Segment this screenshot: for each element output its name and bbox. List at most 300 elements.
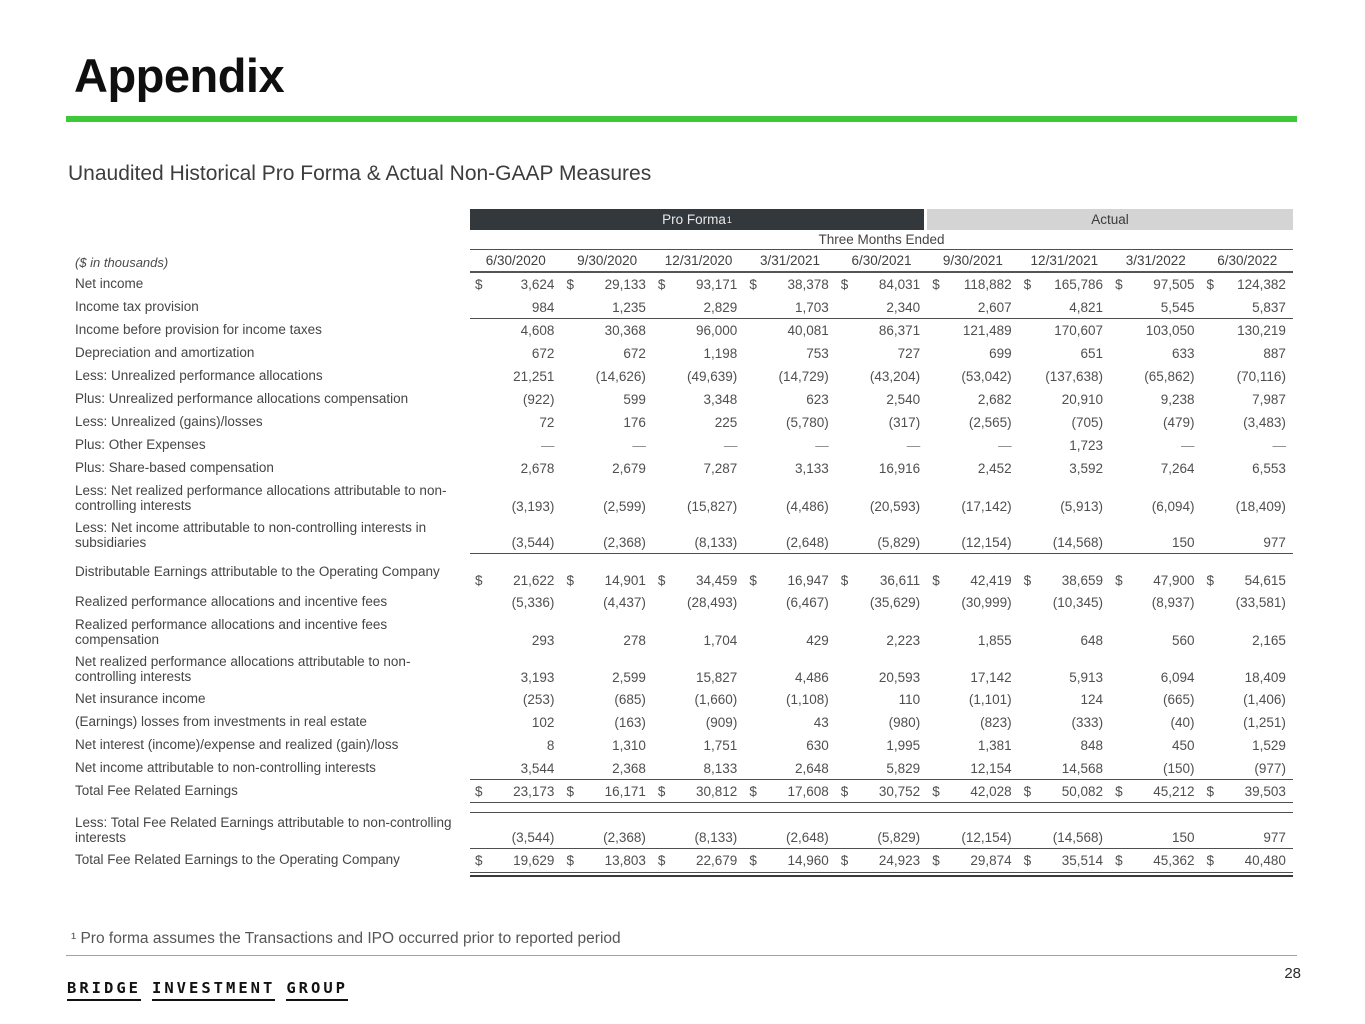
cell-value: (137,638)	[1045, 369, 1104, 384]
row-label: Income tax provision	[75, 299, 199, 315]
cell-value: 16,916	[878, 461, 921, 476]
cell-value: —	[1272, 438, 1286, 453]
cell-value: 699	[989, 346, 1012, 361]
currency-symbol: $	[1115, 783, 1123, 799]
row-label: Net interest (income)/expense and realized (gain)/loss	[75, 737, 399, 753]
currency-symbol: $	[566, 783, 574, 799]
value-cell	[1019, 692, 1110, 707]
cell-value: (14,568)	[1052, 535, 1104, 550]
value-cell	[836, 573, 927, 588]
logo-word: BRIDGE	[67, 979, 141, 1001]
page-title: Appendix	[74, 49, 285, 102]
currency-symbol: $	[932, 853, 940, 868]
cell-value: 8	[546, 738, 555, 753]
value-cell	[561, 392, 652, 407]
value-cell	[470, 715, 561, 730]
value-cell	[653, 438, 744, 453]
row-label: (Earnings) losses from investments in real estate	[75, 714, 367, 730]
row-label: Less: Unrealized performance allocations	[75, 368, 323, 384]
nongaap-table	[75, 209, 1293, 877]
value-cell	[744, 277, 835, 292]
cell-value: (2,565)	[968, 415, 1012, 430]
cell-value: 18,409	[1244, 670, 1286, 685]
value-cell	[1110, 573, 1201, 588]
value-cell	[744, 830, 835, 845]
cell-value: (317)	[888, 415, 921, 430]
value-cell	[561, 499, 652, 514]
value-cell	[1019, 369, 1110, 384]
row-values	[470, 614, 1293, 651]
value-cell	[927, 415, 1018, 430]
cell-value: (14,568)	[1052, 830, 1104, 845]
currency-symbol: $	[1023, 573, 1032, 588]
cell-value: 42,419	[970, 573, 1012, 588]
column-header-row	[75, 250, 1293, 273]
title-accent-rule	[66, 116, 1297, 122]
value-cell	[561, 738, 652, 753]
cell-value: 124	[1080, 692, 1104, 707]
value-cell	[744, 300, 835, 315]
value-cell	[744, 346, 835, 361]
cell-value: 1,855	[977, 633, 1012, 648]
cell-value: (10,345)	[1052, 595, 1104, 610]
value-cell	[653, 692, 744, 707]
value-cell	[927, 461, 1018, 476]
value-cell	[836, 277, 927, 292]
row-values	[470, 849, 1293, 872]
value-cell	[836, 784, 927, 799]
table-row	[75, 734, 1293, 757]
column-header: 6/30/2020	[485, 253, 546, 268]
cell-value: 4,486	[794, 670, 829, 685]
cell-value: (922)	[522, 392, 555, 407]
currency-symbol: $	[749, 783, 757, 799]
cell-value: 14,901	[604, 573, 646, 588]
value-cell	[836, 715, 927, 730]
cell-value: (8,133)	[694, 830, 738, 845]
cell-value: 1,198	[703, 346, 738, 361]
value-cell	[927, 573, 1018, 588]
value-cell	[653, 784, 744, 799]
value-cell	[836, 670, 927, 685]
cell-value: 2,452	[977, 461, 1012, 476]
value-cell	[927, 535, 1018, 550]
cell-value: 651	[1080, 346, 1104, 361]
value-cell	[1019, 438, 1110, 453]
value-cell	[1110, 853, 1201, 868]
cell-value: 8,133	[703, 760, 738, 776]
table-row	[75, 812, 1293, 849]
cell-value: 23,173	[513, 783, 555, 799]
currency-symbol: $	[657, 853, 666, 868]
value-cell	[653, 830, 744, 845]
value-cell	[470, 300, 561, 315]
value-cell	[744, 595, 835, 610]
value-cell	[470, 830, 561, 845]
cell-value: 124,382	[1237, 277, 1286, 292]
value-cell	[1019, 535, 1110, 550]
cell-value: 848	[1080, 738, 1104, 753]
row-label: Income before provision for income taxes	[75, 322, 322, 338]
currency-symbol: $	[840, 783, 849, 799]
cell-value: 15,827	[696, 670, 738, 685]
value-cell	[470, 499, 561, 514]
value-cell	[927, 738, 1018, 753]
cell-value: (4,486)	[785, 499, 829, 514]
cell-value: (1,406)	[1243, 692, 1286, 707]
value-cell	[1202, 761, 1293, 776]
cell-value: 102	[531, 715, 555, 730]
currency-symbol: $	[566, 277, 574, 292]
table-row	[75, 591, 1293, 614]
value-cell	[561, 784, 652, 799]
value-cell	[927, 692, 1018, 707]
value-cell	[1110, 830, 1201, 845]
value-cell	[561, 715, 652, 730]
cell-value: 7,987	[1252, 392, 1286, 407]
value-cell	[1110, 738, 1201, 753]
value-cell	[1110, 761, 1201, 776]
value-cell	[744, 761, 835, 776]
cell-value: 20,910	[1061, 392, 1104, 407]
cell-value: 5,545	[1160, 299, 1195, 315]
cell-value: 293	[531, 633, 555, 648]
cell-value: 22,679	[696, 853, 738, 868]
currency-symbol: $	[657, 783, 666, 799]
cell-value: 30,368	[604, 323, 646, 338]
cell-value: (163)	[614, 715, 646, 730]
value-cell	[561, 573, 652, 588]
value-cell	[1202, 415, 1293, 430]
cell-value: (53,042)	[961, 369, 1012, 384]
cell-value: (705)	[1071, 415, 1104, 430]
value-cell	[744, 369, 835, 384]
row-label: Total Fee Related Earnings	[75, 783, 238, 799]
period-header: Three Months Ended	[470, 230, 1293, 250]
cell-value: 150	[1171, 830, 1195, 845]
value-cell	[653, 715, 744, 730]
cell-value: 4,608	[520, 323, 555, 338]
table-row	[75, 296, 1293, 319]
value-cell	[1110, 499, 1201, 514]
cell-value: —	[723, 438, 738, 453]
value-cell	[1019, 715, 1110, 730]
date-columns	[470, 250, 1293, 273]
row-values	[470, 296, 1293, 319]
cell-value: 3,193	[520, 670, 555, 685]
cell-value: 2,648	[794, 760, 829, 776]
row-values	[470, 517, 1293, 554]
cell-value: 278	[623, 633, 646, 648]
value-cell	[1110, 277, 1201, 292]
value-cell	[927, 323, 1018, 338]
cell-value: 96,000	[696, 323, 738, 338]
table-row	[75, 711, 1293, 734]
table-body	[75, 273, 1293, 877]
cell-value: (15,827)	[687, 499, 738, 514]
cell-value: 3,624	[520, 277, 555, 292]
value-cell	[1202, 499, 1293, 514]
currency-symbol: $	[1115, 853, 1123, 868]
row-values	[470, 342, 1293, 365]
cell-value: 672	[531, 346, 555, 361]
cell-value: 5,913	[1069, 670, 1104, 685]
value-cell	[1202, 670, 1293, 685]
value-cell	[927, 438, 1018, 453]
cell-value: 1,381	[977, 738, 1012, 753]
row-values	[470, 780, 1293, 803]
table-row	[75, 849, 1293, 872]
currency-symbol: $	[840, 573, 849, 588]
cell-value: 39,503	[1244, 783, 1286, 799]
value-cell	[1110, 670, 1201, 685]
row-values	[470, 480, 1293, 517]
cell-value: 3,348	[703, 392, 738, 407]
cell-value: (1,660)	[694, 692, 738, 707]
cell-value: (665)	[1162, 692, 1195, 707]
value-cell	[1202, 438, 1293, 453]
footer-rule	[66, 955, 1297, 956]
value-cell	[927, 670, 1018, 685]
row-label: Less: Unrealized (gains)/losses	[75, 414, 263, 430]
cell-value: 42,028	[970, 783, 1012, 799]
row-label: Net realized performance allocations attributable to non-controlling interests	[75, 654, 411, 684]
cell-value: —	[815, 438, 829, 453]
value-cell	[561, 670, 652, 685]
currency-symbol: $	[1023, 783, 1032, 799]
cell-value: (17,142)	[961, 499, 1012, 514]
value-cell	[561, 415, 652, 430]
cell-value: (40)	[1170, 715, 1195, 730]
value-cell	[470, 415, 561, 430]
cell-value: 977	[1263, 830, 1286, 845]
cell-value: (14,729)	[778, 369, 829, 384]
row-values	[470, 812, 1293, 849]
table-row	[75, 273, 1293, 296]
value-cell	[561, 633, 652, 648]
value-cell	[836, 692, 927, 707]
cell-value: 727	[897, 346, 921, 361]
value-cell	[1202, 830, 1293, 845]
cell-value: 38,378	[787, 277, 829, 292]
row-values	[470, 711, 1293, 734]
currency-symbol: $	[1115, 277, 1123, 292]
row-values	[470, 734, 1293, 757]
cell-value: 38,659	[1061, 573, 1104, 588]
table-row	[75, 411, 1293, 434]
cell-value: 45,362	[1153, 853, 1195, 868]
value-cell	[1202, 738, 1293, 753]
row-label: Net income attributable to non-controlling interests	[75, 760, 376, 776]
table-row	[75, 614, 1293, 651]
value-cell	[1110, 633, 1201, 648]
value-cell	[1202, 369, 1293, 384]
value-cell	[470, 277, 561, 292]
row-label: Less: Net realized performance allocations attributable to non-controlling interests	[75, 483, 447, 513]
column-header: 3/31/2022	[1125, 253, 1186, 268]
value-cell	[653, 392, 744, 407]
value-cell	[1019, 670, 1110, 685]
cell-value: (977)	[1254, 760, 1286, 776]
row-label: Total Fee Related Earnings to the Operating Company	[75, 852, 400, 868]
row-values	[470, 411, 1293, 434]
table-row	[75, 434, 1293, 457]
double-total-rule	[470, 872, 1293, 877]
cell-value: 40,081	[787, 323, 829, 338]
cell-value: (49,639)	[687, 369, 738, 384]
value-cell	[836, 761, 927, 776]
value-cell	[744, 784, 835, 799]
cell-value: 14,960	[787, 853, 829, 868]
cell-value: 93,171	[696, 277, 738, 292]
row-values	[470, 688, 1293, 711]
cell-value: 2,682	[977, 392, 1012, 407]
value-cell	[653, 461, 744, 476]
cell-value: (12,154)	[961, 535, 1012, 550]
column-header: 3/31/2021	[760, 253, 821, 268]
value-cell	[561, 761, 652, 776]
currency-symbol: $	[475, 853, 483, 868]
cell-value: (35,629)	[869, 595, 921, 610]
cell-value: —	[1181, 438, 1195, 453]
value-cell	[1019, 415, 1110, 430]
cell-value: 54,615	[1244, 573, 1286, 588]
value-cell	[927, 761, 1018, 776]
cell-value: 3,544	[520, 760, 555, 776]
cell-value: 20,593	[878, 670, 921, 685]
value-cell	[1202, 633, 1293, 648]
row-label: Plus: Unrealized performance allocations compensation	[75, 391, 409, 407]
value-cell	[744, 461, 835, 476]
cell-value: 45,212	[1153, 783, 1195, 799]
cell-value: (1,108)	[785, 692, 829, 707]
value-cell	[653, 738, 744, 753]
value-cell	[653, 573, 744, 588]
currency-symbol: $	[566, 853, 574, 868]
cell-value: 623	[806, 392, 829, 407]
table-row	[75, 388, 1293, 411]
cell-value: 3,592	[1069, 461, 1104, 476]
group-header-row	[470, 209, 1293, 230]
cell-value: 29,133	[604, 277, 646, 292]
cell-value: 40,480	[1244, 853, 1286, 868]
cell-value: 30,752	[878, 783, 921, 799]
value-cell	[927, 346, 1018, 361]
cell-value: 2,607	[977, 299, 1012, 315]
currency-symbol: $	[1115, 573, 1123, 588]
currency-symbol: $	[932, 573, 940, 588]
column-header: 12/31/2021	[1030, 253, 1099, 268]
currency-symbol: $	[475, 783, 483, 799]
value-cell	[470, 573, 561, 588]
currency-symbol: $	[749, 277, 757, 292]
value-cell	[1202, 853, 1293, 868]
cell-value: 225	[714, 415, 738, 430]
value-cell	[470, 595, 561, 610]
value-cell	[653, 369, 744, 384]
cell-value: (14,626)	[595, 369, 646, 384]
currency-symbol: $	[475, 573, 483, 588]
page-number: 28	[1284, 965, 1301, 982]
row-label: Plus: Share-based compensation	[75, 460, 274, 476]
cell-value: (6,094)	[1151, 499, 1195, 514]
table-row	[75, 342, 1293, 365]
value-cell	[1019, 300, 1110, 315]
value-cell	[653, 323, 744, 338]
cell-value: 5,837	[1252, 299, 1286, 315]
value-cell	[1019, 461, 1110, 476]
currency-symbol: $	[1206, 277, 1215, 292]
cell-value: (5,913)	[1060, 499, 1104, 514]
cell-value: 86,371	[878, 323, 921, 338]
cell-value: 2,223	[886, 633, 921, 648]
value-cell	[744, 323, 835, 338]
table-row	[75, 651, 1293, 688]
cell-value: 30,812	[696, 783, 738, 799]
value-cell	[744, 499, 835, 514]
cell-value: (253)	[522, 692, 555, 707]
cell-value: (3,544)	[511, 830, 555, 845]
cell-value: 130,219	[1237, 323, 1286, 338]
cell-value: 429	[806, 633, 829, 648]
value-cell	[1202, 277, 1293, 292]
currency-symbol: $	[749, 853, 757, 868]
value-cell	[561, 692, 652, 707]
value-cell	[1202, 461, 1293, 476]
currency-symbol: $	[840, 277, 849, 292]
cell-value: 5,829	[886, 760, 921, 776]
cell-value: 1,723	[1069, 438, 1104, 453]
cell-value: 43	[813, 715, 829, 730]
cell-value: 599	[623, 392, 646, 407]
cell-value: (28,493)	[687, 595, 738, 610]
value-cell	[927, 830, 1018, 845]
value-cell	[836, 830, 927, 845]
value-cell	[653, 300, 744, 315]
row-label: Realized performance allocations and incentive fees compensation	[75, 617, 388, 647]
cell-value: (6,467)	[785, 595, 829, 610]
value-cell	[836, 346, 927, 361]
column-header: 6/30/2022	[1217, 253, 1278, 268]
value-cell	[653, 535, 744, 550]
value-cell	[744, 738, 835, 753]
value-cell	[1019, 595, 1110, 610]
cell-value: (20,593)	[869, 499, 921, 514]
table-row	[75, 319, 1293, 342]
cell-value: 984	[531, 299, 555, 315]
cell-value: (5,336)	[511, 595, 555, 610]
units-note: ($ in thousands)	[75, 255, 169, 270]
value-cell	[561, 535, 652, 550]
currency-symbol: $	[840, 853, 849, 868]
value-cell	[653, 633, 744, 648]
currency-symbol: $	[932, 783, 940, 799]
value-cell	[1202, 715, 1293, 730]
value-cell	[744, 692, 835, 707]
actual-label: Actual	[1091, 212, 1129, 227]
value-cell	[470, 535, 561, 550]
cell-value: (3,483)	[1243, 415, 1286, 430]
value-cell	[1202, 392, 1293, 407]
footnote: ¹ Pro forma assumes the Transactions and IPO occurred prior to reported period	[71, 930, 621, 947]
value-cell	[836, 633, 927, 648]
table-row	[75, 757, 1293, 780]
cell-value: (65,862)	[1144, 369, 1195, 384]
currency-symbol: $	[1206, 783, 1215, 799]
company-logo	[67, 979, 359, 1001]
value-cell	[927, 369, 1018, 384]
value-cell	[1110, 392, 1201, 407]
